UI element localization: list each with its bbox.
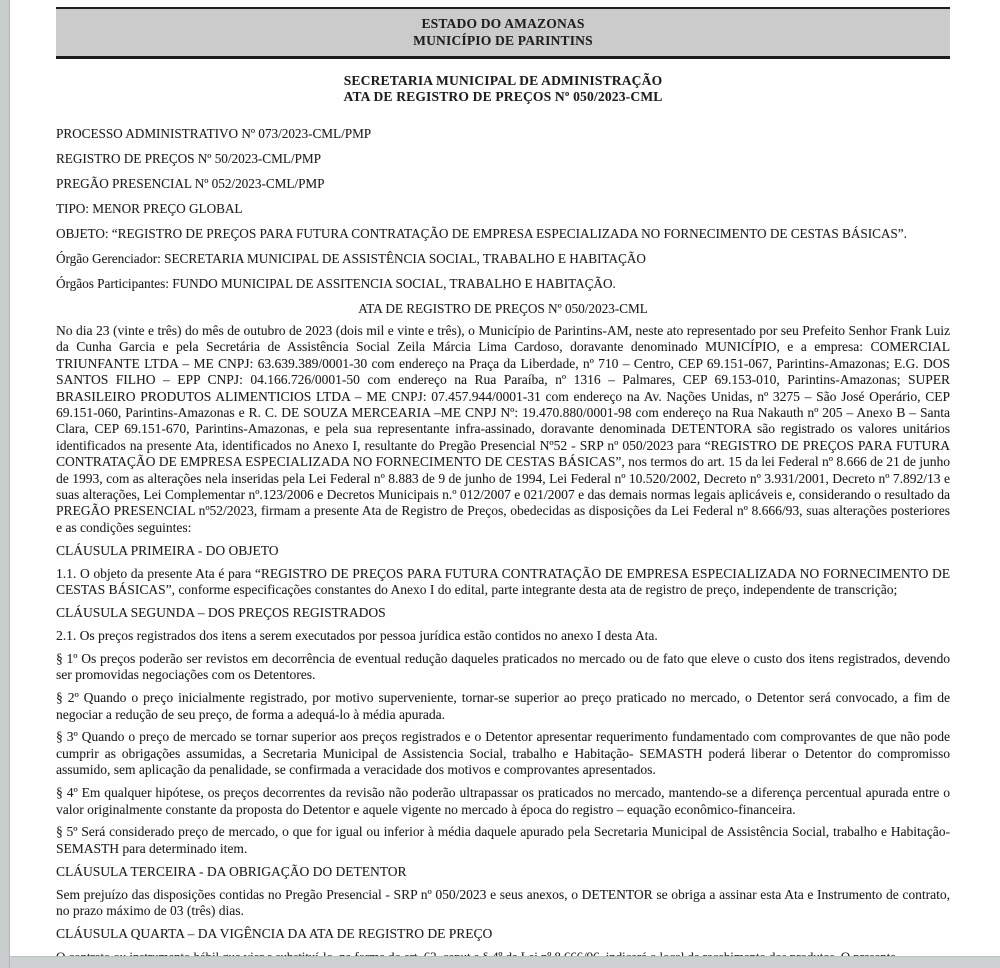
process-meta [56,125,950,292]
clause-primeira-item-1-1: 1.1. O objeto da presente Ata é para “REGISTRO DE PREÇOS PARA FUTURA CONTRATAÇÃO DE EMPRESA ESPECIALIZADA NO FORNECIMENTO DE CESTAS BÁSICAS”, conforme especificações constantes do Anexo I do edital, parte integrante desta ata de registro de preço, independente de transcrição; [56,565,950,598]
document-title-ata: ATA DE REGISTRO DE PREÇOS Nº 050/2023-CML [343,89,663,104]
paragraph-1: § 1º Os preços poderão ser revistos em decorrência de eventual redução daqueles praticados no mercado ou de fato que eleve o custo dos itens registrados, devendo ser promovidas negociações com os Detentores. [56,650,950,683]
clause-quarta-heading: CLÁUSULA QUARTA – DA VIGÊNCIA DA ATA DE REGISTRO DE PREÇO [56,926,493,941]
letterhead-municipality: MUNICÍPIO DE PARINTINS [413,33,593,48]
paragraph-4: § 4º Em qualquer hipótese, os preços decorrentes da revisão não poderão ultrapassar os praticados no mercado, mantendo-se a diferença percentual apurada entre o valor originalmente constante da proposta do Detentor e aquele vigente no mercado à época do registro – equação econômico-financeira. [56,785,950,817]
meta-processo: PROCESSO ADMINISTRATIVO Nº 073/2023-CML/PMP [56,126,372,141]
document-title-secretaria: SECRETARIA MUNICIPAL DE ADMINISTRAÇÃO [343,73,663,88]
meta-pregao: PREGÃO PRESENCIAL Nº 052/2023-CML/PMP [56,176,325,191]
paragraph-2: § 2º Quando o preço inicialmente registrado, por motivo superveniente, tornar-se superior ao preço praticado no mercado, o Detentor será convocado, a fim de negociar a redução de seu preço, de forma a adequá-lo à média apurada. [56,690,950,722]
document-title [56,73,950,105]
clause-terceira-heading: CLÁUSULA TERCEIRA - DA OBRIGAÇÃO DO DETENTOR [56,863,407,879]
clause-terceira-text: Sem prejuízo das disposições contidas no Pregão Presencial - SRP nº 050/2023 e seus anexos, o DETENTOR se obriga a assinar esta Ata e Instrumento de contrato, no prazo máximo de 03 (três) dias. [56,886,950,919]
meta-tipo: TIPO: MENOR PREÇO GLOBAL [56,201,243,216]
meta-registro: REGISTRO DE PREÇOS Nº 50/2023-CML/PMP [56,151,321,166]
meta-orgao-gerenciador: Órgão Gerenciador: SECRETARIA MUNICIPAL DE ASSISTÊNCIA SOCIAL, TRABALHO E HABITAÇÃO [56,251,646,266]
letterhead-banner [56,7,950,59]
meta-orgaos-participantes: Órgãos Participantes: FUNDO MUNICIPAL DE ASSITENCIA SOCIAL, TRABALHO E HABITAÇÃO. [56,276,616,291]
clause-primeira-heading: CLÁUSULA PRIMEIRA - DO OBJETO [56,542,279,558]
document-content [56,0,950,968]
meta-objeto: OBJETO: “REGISTRO DE PREÇOS PARA FUTURA CONTRATAÇÃO DE EMPRESA ESPECIALIZADA NO FORNECIMENTO DE CESTAS BÁSICAS”. [56,226,907,241]
letterhead-state: ESTADO DO AMAZONAS [421,16,585,31]
paragraph-5: § 5º Será considerado preço de mercado, o que for igual ou inferior à média daquele apurado pela Secretaria Municipal de Assistência Social, trabalho e Habitação- SEMASTH para determinado item. [56,824,950,856]
clause-segunda-item-2-1: 2.1. Os preços registrados dos itens a serem executados por pessoa jurídica estão contidos no anexo I desta Ata. [56,627,658,643]
document-body [56,323,950,965]
preamble-paragraph: No dia 23 (vinte e três) do mês de outubro de 2023 (dois mil e vinte e três), o Município de Parintins-AM, neste ato representado por seu Prefeito Senhor Frank Luiz da Cunha Garcia e pela Secretária de Assistência Social Zeila Márcia Lima Cardoso, doravante denominado MUNICÍPIO, e a empresa: COMERCIAL TRIUNFANTE LTDA – ME CNPJ: 63.639.389/0001-30 com endereço na Praça da Liberdade, nº 710 – Centro, CEP 69.151-067, Parintins-Amazonas; E.G. DOS SANTOS FILHO – EPP CNPJ: 04.166.726/0001-50 com endereço na Rua Paraíba, nº 1316 – Palmares, CEP 69.153-010, Parintins-Amazonas; SUPER BRASILEIRO PRODUTOS ALIMENTICIOS LTDA – ME CNPJ: 07.457.944/0001-31 com endereço na Av. Nações Unidas, nº 3275 – São José Operário, CEP 69.151-060, Parintins-Amazonas e R. C. DE SOUZA MERCEARIA –ME CNPJ Nº: 19.470.880/0001-98 com endereço na Rua Nakauth nº 205 – Anexo B – Santa Clara, CEP 69.151-670, Parintins-Amazonas, e pela sua representante infra-assinado, doravante denominada DETENTORA são registrado os valores unitários identificados na presente Ata, identificados no Anexo I, resultante do Pregão Presencial Nº52 - SRP nº 050/2023 para “REGISTRO DE PREÇOS PARA FUTURA CONTRATAÇÃO DE EMPRESA ESPECIALIZADA NO FORNECIMENTO DE CESTAS BÁSICAS”, nos termos do art. 15 da lei Federal nº 8.666 de 21 de junho de 1993, com as alterações nela inseridas pela Lei Federal nº 8.883 de 9 de junho de 1994, Lei Federal nº 10.520/2002, Decreto nº 3.931/2001, Decreto nº 7.892/13 e suas alterações, Lei Complementar nº.123/2006 e Decretos Municipais n.º 012/2007 e 021/2007 e das demais normas legais aplicáveis e, considerando o resultado da PREGÃO PRESENCIAL nº52/2023, firmam a presente Ata de Registro de Preços, obedecidas as disposições da Lei Federal nº 8.666/93, suas alterações posteriores e as condições seguintes: [56,323,950,535]
clause-segunda-heading: CLÁUSULA SEGUNDA – DOS PREÇOS REGISTRADOS [56,605,386,620]
paragraph-3: § 3º Quando o preço de mercado se tornar superior aos preços registrados e o Detentor apresentar requerimento fundamentado com comprovantes de que não pode cumprir as obrigações assumidas, a Secretaria Municipal de Assistencia Social, trabalho e Habitação- SEMASTH poderá liberar o Detentor do compromisso assumido, sem aplicação da penalidade, se confirmada a veracidade dos motivos e comprovantes apresentados. [56,729,950,778]
scan-edge-left [0,0,10,968]
ata-section-title: ATA DE REGISTRO DE PREÇOS Nº 050/2023-CML [358,301,648,316]
scan-edge-bottom [0,956,1000,968]
